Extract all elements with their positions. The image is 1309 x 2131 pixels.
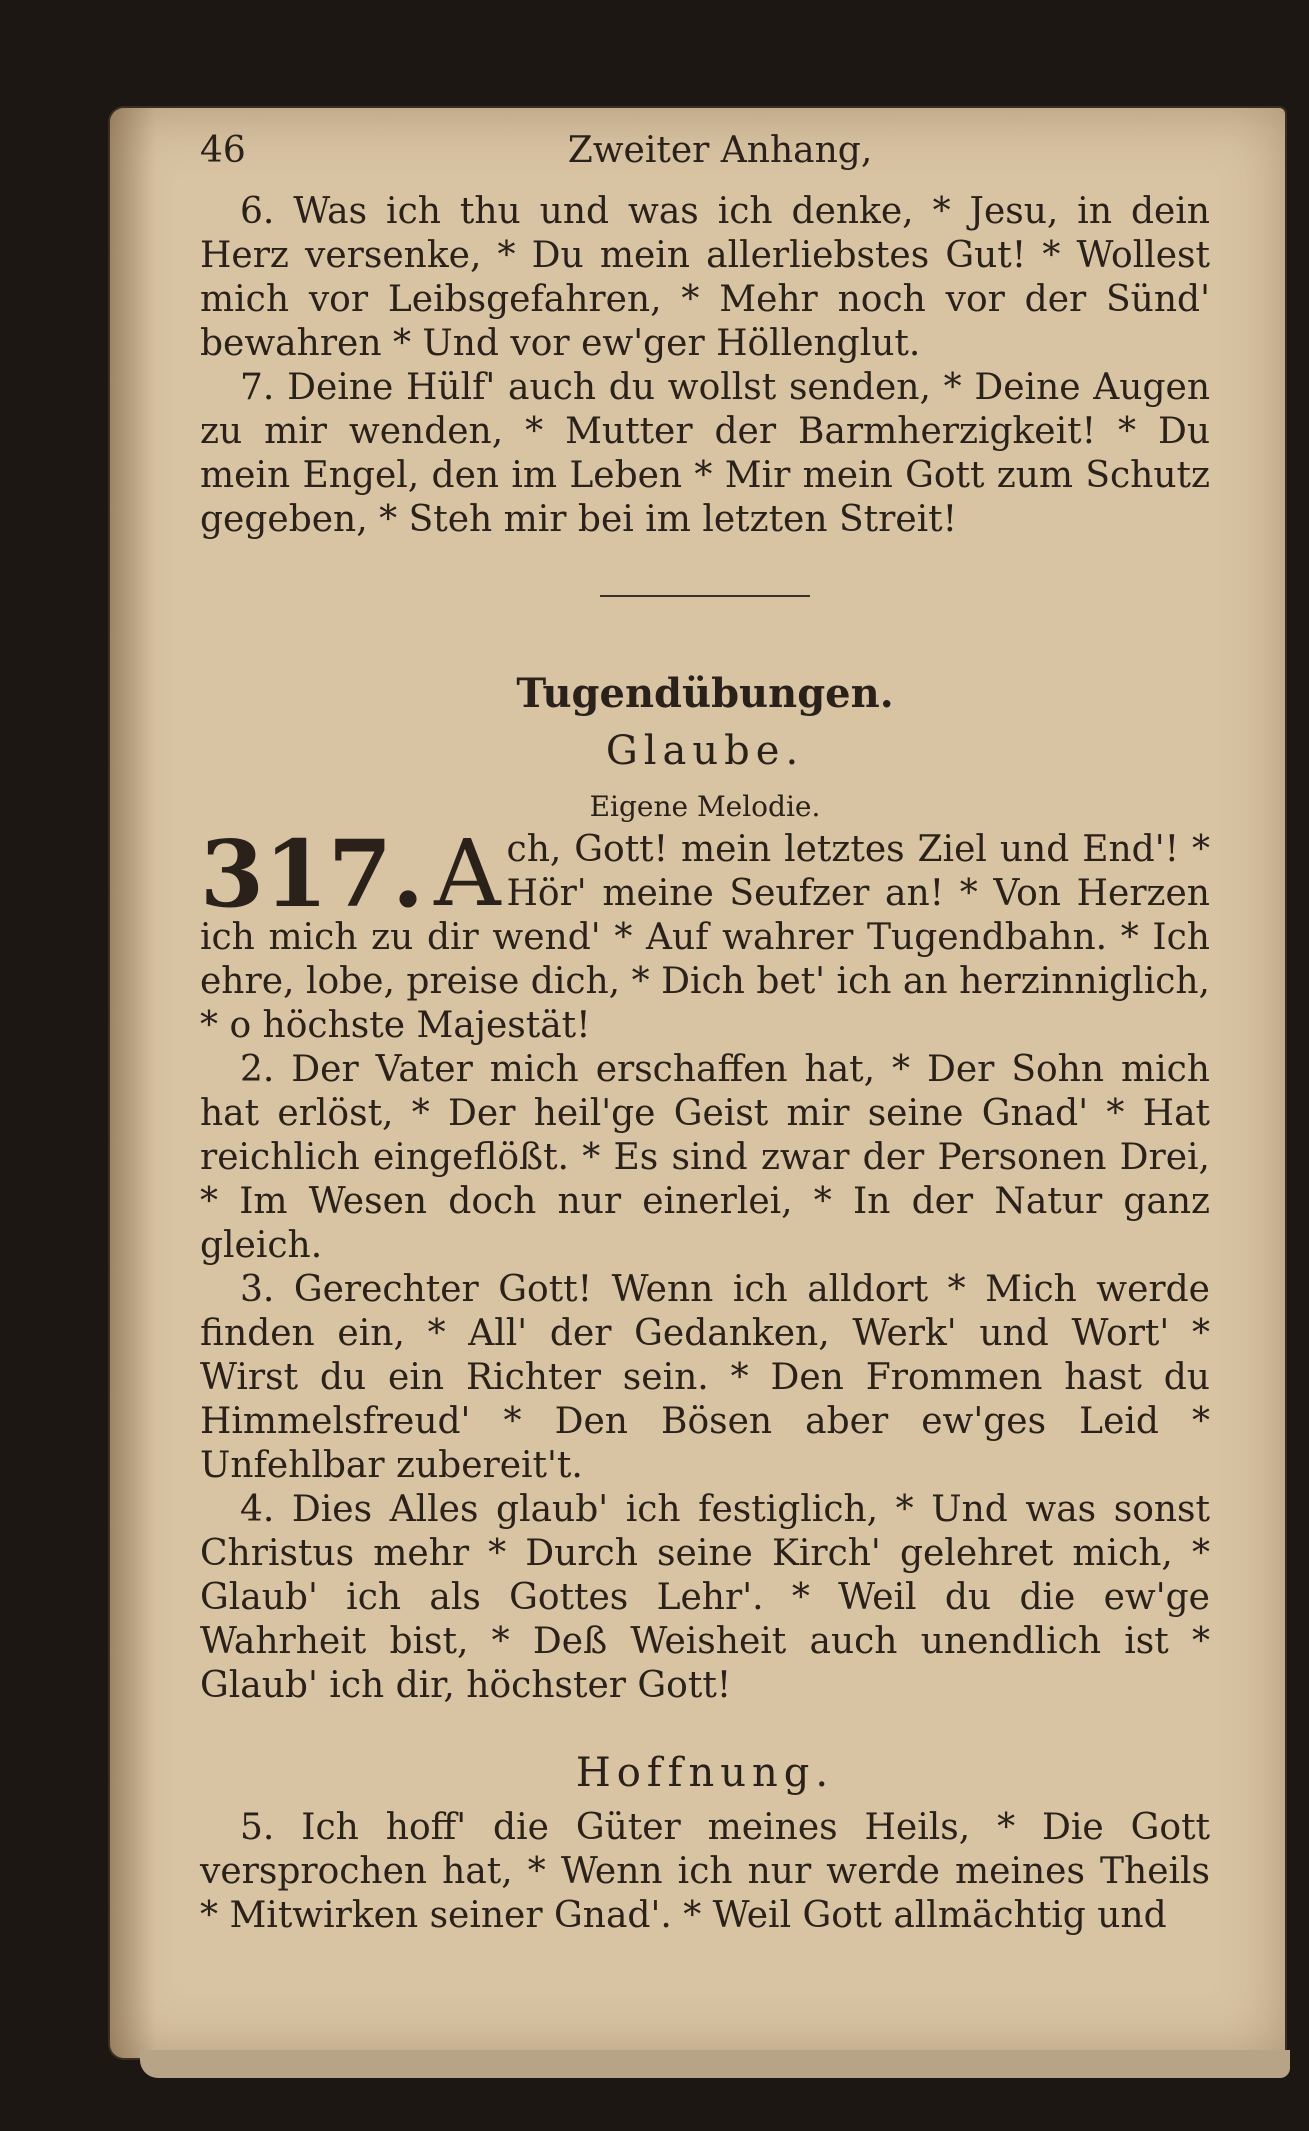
- verse-7: 7. Deine Hülf' auch du wollst senden, * Deine Augen zu mir wenden, * Mutter der Barmherzigkeit! * Du mein Engel, den im Leben * Mir mein Gott zum Schutz gegeben, * Steh mir bei im letzten Streit!: [200, 367, 1210, 540]
- melody-note: Eigene Melodie.: [589, 790, 821, 823]
- hope-heading: Hoffnung.: [575, 1750, 835, 1796]
- verse-1: ch, Gott! mein letztes Ziel und End'! * Hör' meine Seufzer an! * Von Herzen ich mich zu dir wend' * Auf wahrer Tugendbahn. * Ich ehre, lobe, preise dich, * Dich bet' ich an herzinniglich, * o höchste Majestät!: [200, 829, 1210, 1046]
- verse-3: 3. Gerechter Gott! Wenn ich alldort * Mich werde finden ein, * All' der Gedanken, Werk' und Wort' * Wirst du ein Richter sein. * Den Frommen hast du Himmelsfreud' * Den Bösen aber ew'ges Leid * Unfehlbar zubereit't.: [200, 1269, 1210, 1486]
- hope-verses: [200, 1806, 1210, 1938]
- drop-initial: A: [434, 820, 501, 927]
- section-title: Tugendübungen.: [516, 670, 894, 717]
- hymn-number: 317.: [200, 820, 425, 928]
- page-edge: [140, 2050, 1290, 2078]
- previous-verses: [200, 190, 1210, 542]
- verse-5: 5. Ich hoff' die Güter meines Heils, * Die Gott versprochen hat, * Wenn ich nur werde meines Theils * Mitwirken seiner Gnad'. * Weil Gott allmächtig und: [200, 1807, 1210, 1936]
- verse-2: 2. Der Vater mich erschaffen hat, * Der Sohn mich hat erlöst, * Der heil'ge Geist mir seine Gnad' * Hat reichlich eingeflößt. * Es sind zwar der Personen Drei, * Im Wesen doch nur einerlei, * In der Natur ganz gleich.: [200, 1049, 1210, 1266]
- verse-4: 4. Dies Alles glaub' ich festiglich, * Und was sonst Christus mehr * Durch seine Kirch' gelehret mich, * Glaub' ich als Gottes Lehr'. * Weil du die ew'ge Wahrheit bist, * Deß Weisheit auch unendlich ist * Glaub' ich dir, höchster Gott!: [200, 1489, 1210, 1706]
- hymn-317: [200, 820, 1210, 1708]
- running-head: Zweiter Anhang,: [567, 130, 873, 171]
- page-number: 46: [200, 130, 246, 171]
- section-divider: [600, 595, 810, 597]
- verse-6: 6. Was ich thu und was ich denke, * Jesu, in dein Herz versenke, * Du mein allerliebstes Gut! * Wollest mich vor Leibsgefahren, * Mehr noch vor der Sünd' bewahren * Und vor ew'ger Höllenglut.: [200, 191, 1210, 364]
- faith-heading: Glaube.: [605, 728, 805, 774]
- page-header: [200, 130, 1240, 180]
